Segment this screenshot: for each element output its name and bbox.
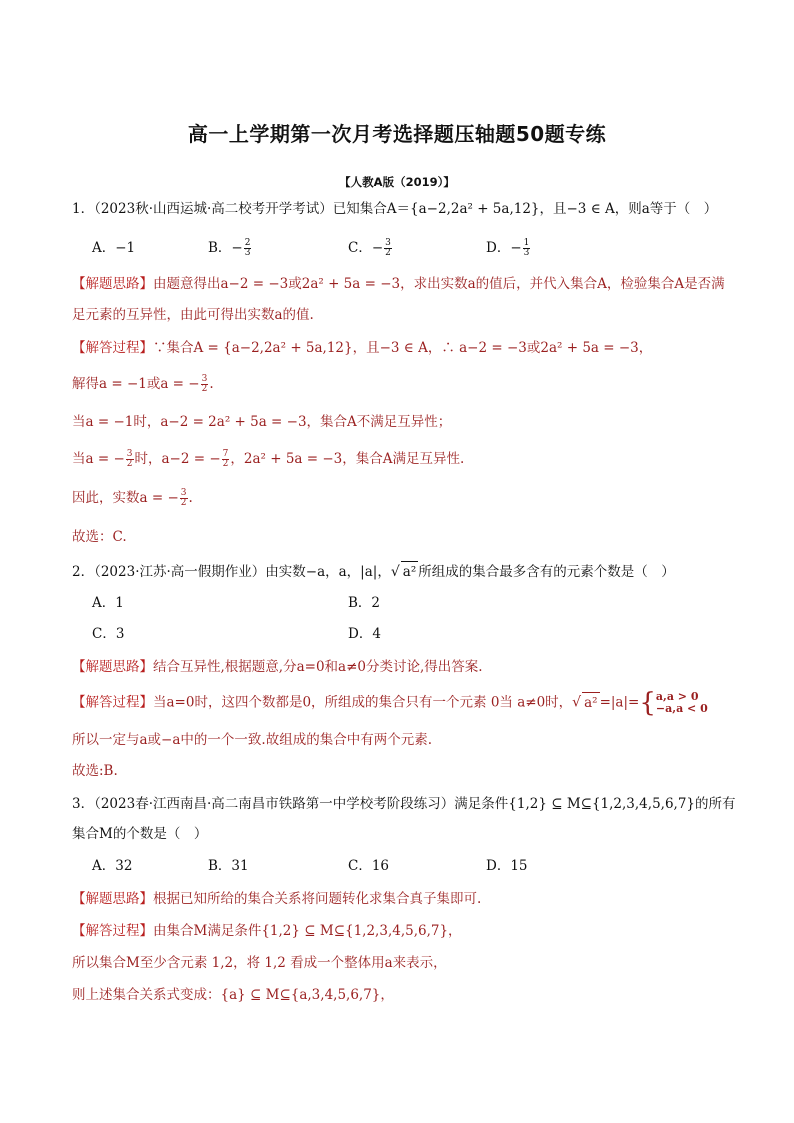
q3-solution-line-2: 所以集合M至少含元素 1,2，将 1,2 看成一个整体用a来表示， xyxy=(72,955,447,971)
solution-tag: 【解答过程】 xyxy=(72,340,153,356)
q2-option-d: D．4 xyxy=(348,626,381,642)
q3-hint: 【解题思路】根据已知所给的集合关系将问题转化求集合真子集即可. xyxy=(72,891,482,907)
hint-tag: 【解题思路】 xyxy=(72,276,153,292)
q1-solution-line-2: 解得a = −1或a = − $\frac{3}{2}$ . xyxy=(72,374,214,394)
page-subtitle: 【人教A版（2019）】 xyxy=(339,175,455,189)
fraction: $\frac{3}{2}$ xyxy=(126,449,133,469)
q2-solution-line-2: 所以一定与a或−a中的一个一致.故组成的集合中有两个元素. xyxy=(72,732,432,748)
q1-option-c: C．− $\frac{3}{2}$ xyxy=(348,238,391,258)
page-title: 高一上学期第一次月考选择题压轴题50题专练 xyxy=(187,122,607,146)
q1-option-d: D．− $\frac{1}{3}$ xyxy=(486,238,530,258)
hint-tag: 【解题思路】 xyxy=(72,659,153,675)
piecewise-expression: a,a > 0 −a,a < 0 xyxy=(655,690,708,715)
q1-hint-line-2: 足元素的互异性，由此可得出实数a的值. xyxy=(72,307,314,323)
q3-stem-line-1: 3．（2023春·江西南昌·高二南昌市铁路第一中学校考阶段练习）满足条件{1,2} ⊆ M⊆{1,2,3,4,5,6,7}的所有 xyxy=(72,796,736,812)
fraction: $\frac{7}{2}$ xyxy=(222,449,229,469)
q3-option-d: D．15 xyxy=(486,858,528,874)
q1-option-b: B．− $\frac{2}{3}$ xyxy=(208,238,251,258)
sqrt-expression: a² xyxy=(401,561,418,582)
q2-option-b: B．2 xyxy=(348,595,381,611)
q3-solution-line-3: 则上述集合关系式变成：{a} ⊆ M⊆{a,3,4,5,6,7}， xyxy=(72,987,394,1003)
q2-hint: 【解题思路】结合互异性,根据题意,分a=0和a≠0分类讨论,得出答案. xyxy=(72,659,483,675)
fraction: $\frac{1}{3}$ xyxy=(523,238,530,258)
q3-stem-line-2: 集合M的个数是（ ） xyxy=(72,826,208,842)
q3-option-b: B．31 xyxy=(208,858,249,874)
q1-solution-line-3: 当a = −1时，a−2 = 2a² + 5a = −3，集合A不满足互异性； xyxy=(72,414,452,430)
q3-solution-line-1: 【解答过程】由集合M满足条件{1,2} ⊆ M⊆{1,2,3,4,5,6,7}， xyxy=(72,923,462,939)
q1-solution-line-1: 【解答过程】∵集合A = {a−2,2a² + 5a,12}，且−3 ∈ A，∴ a−2 = −3或2a² + 5a = −3， xyxy=(72,340,653,356)
q3-option-c: C．16 xyxy=(348,858,390,874)
q2-option-c: C．3 xyxy=(92,626,125,642)
fraction: $\frac{3}{2}$ xyxy=(180,488,187,508)
sqrt-expression: a² xyxy=(582,692,599,713)
q1-solution-line-5: 因此，实数a = − $\frac{3}{2}$ . xyxy=(72,488,193,508)
fraction: $\frac{3}{2}$ xyxy=(201,374,208,394)
fraction: $\frac{3}{2}$ xyxy=(385,238,391,258)
q1-option-a: A．−1 xyxy=(92,240,136,256)
brace-icon: { xyxy=(639,688,656,718)
hint-tag: 【解题思路】 xyxy=(72,891,153,907)
q2-option-a: A．1 xyxy=(92,595,124,611)
q1-answer: 故选：C. xyxy=(72,529,127,545)
solution-tag: 【解答过程】 xyxy=(72,923,153,939)
q1-stem: 1．（2023秋·山西运城·高二校考开学考试）已知集合A＝{a−2,2a² + 5a,12}，且−3 ∈ A，则a等于（ ） xyxy=(72,201,718,217)
q1-hint-line-1: 【解题思路】由题意得出a−2 = −3或2a² + 5a = −3，求出实数a的值后，并代入集合A，检验集合A是否满 xyxy=(72,276,725,292)
fraction: $\frac{2}{3}$ xyxy=(244,238,251,258)
q3-option-a: A．32 xyxy=(92,858,133,874)
q2-answer: 故选:B. xyxy=(72,763,118,779)
solution-tag: 【解答过程】 xyxy=(72,694,153,711)
q2-solution-line-1: 【解答过程】当a=0时，这四个数都是0，所组成的集合只有一个元素 0当 a≠0时，√ a² =|a|={ a,a > 0 −a,a < 0 xyxy=(72,688,708,718)
q2-stem: 2．（2023·江苏·高一假期作业）由实数−a，a，|a|，√ a² 所组成的集合最多含有的元素个数是（ ） xyxy=(72,561,732,582)
q1-solution-line-4: 当a = − $\frac{3}{2}$ 时，a−2 = − $\frac{7}{2}$ ，2a² + 5a = −3，集合A满足互异性. xyxy=(72,449,465,469)
